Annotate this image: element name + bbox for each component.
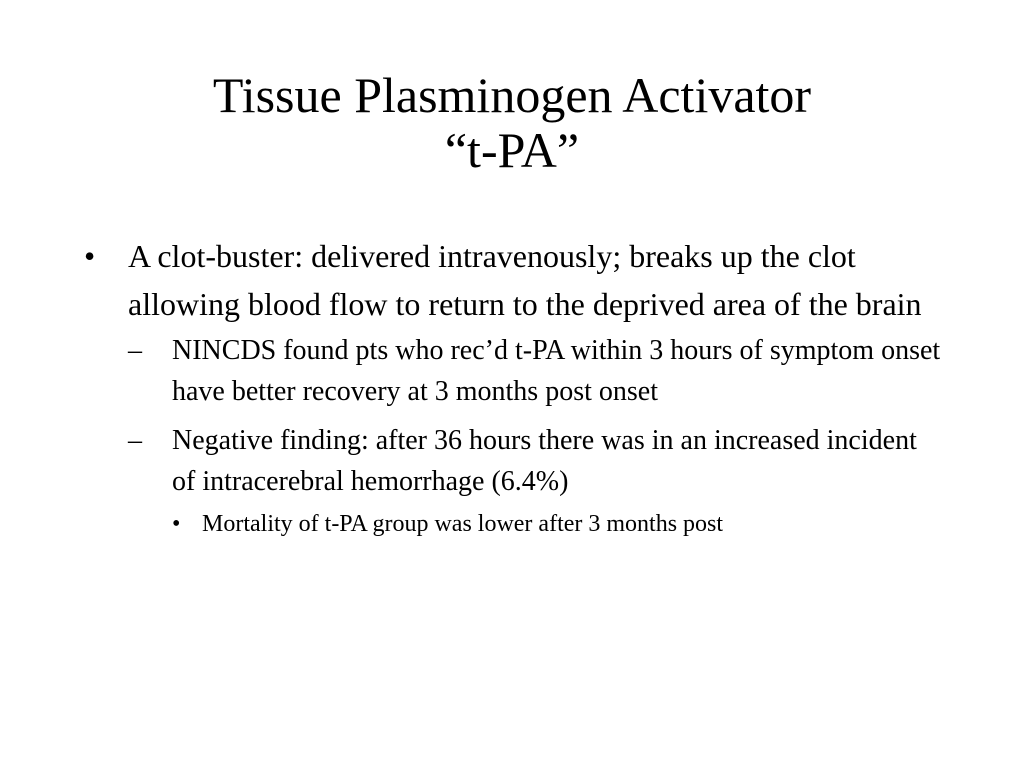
sub-sub-bullet-text: Mortality of t-PA group was lower after 3 months post bbox=[202, 511, 724, 537]
bullet-dot-icon: • bbox=[172, 511, 181, 537]
bullet-dot-icon: • bbox=[84, 238, 96, 274]
slide-title bbox=[0, 68, 1024, 178]
sub-bullet-text: Negative finding: after 36 hours there was in an increased incident of intracerebral hemorrhage (6.4%) bbox=[172, 425, 917, 497]
bullet-text: A clot-buster: delivered intravenously; breaks up the clot allowing blood flow to return to the deprived area of the brain bbox=[128, 238, 922, 322]
bullet-level-1 bbox=[84, 232, 944, 328]
slide-body bbox=[84, 232, 944, 542]
bullet-level-3 bbox=[172, 506, 944, 542]
slide-title-line-1: Tissue Plasminogen Activator bbox=[212, 67, 812, 123]
dash-icon: – bbox=[128, 425, 142, 456]
dash-icon: – bbox=[128, 335, 142, 366]
bullet-level-2 bbox=[128, 420, 944, 502]
slide-title-line-2: “t-PA” bbox=[444, 122, 580, 178]
sub-bullet-text: NINCDS found pts who rec’d t-PA within 3 hours of symptom onset have better recovery at 3 months post onset bbox=[172, 335, 941, 407]
bullet-level-2 bbox=[128, 330, 944, 412]
